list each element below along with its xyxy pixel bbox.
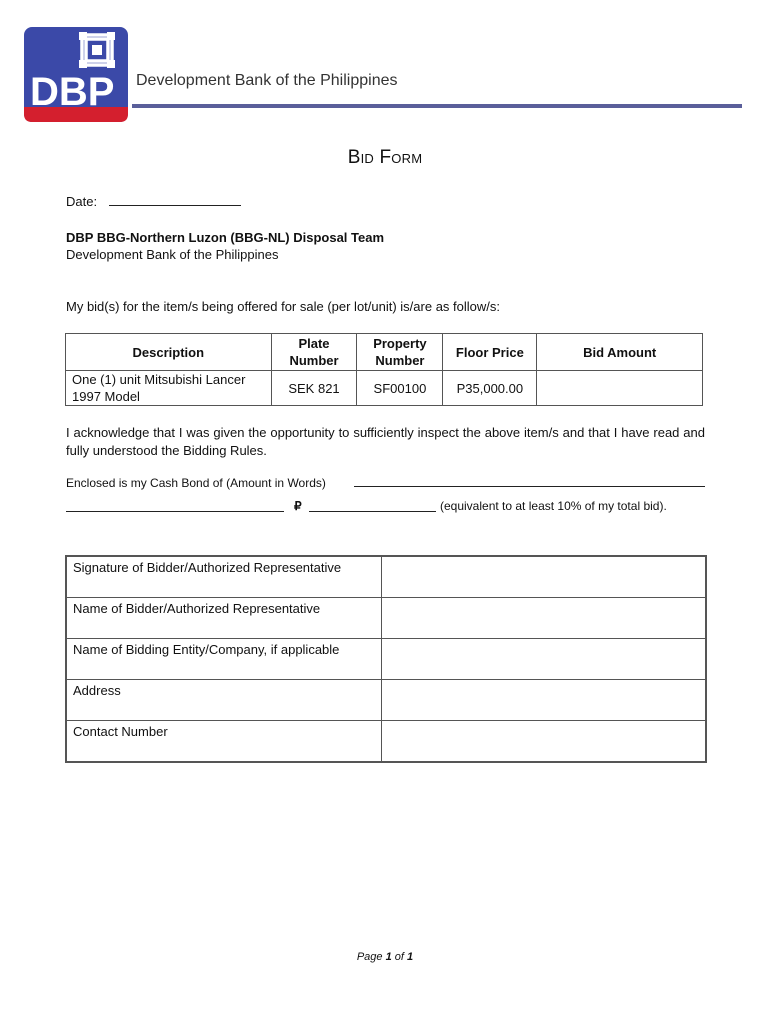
table-row [66,556,706,598]
signature-label: Signature of Bidder/Authorized Representative [66,556,382,598]
col-floor-price: Floor Price [443,334,537,371]
peso-sign: ₽ [294,499,302,513]
item-bid-amount-input[interactable] [537,371,703,406]
item-description: One (1) unit Mitsubishi Lancer 1997 Model [66,371,272,406]
entity-name-label: Name of Bidding Entity/Company, if applicable [66,639,382,680]
of-word: of [394,951,404,963]
dbp-logo [24,27,128,122]
table-row [66,598,706,639]
page-number: 1 [385,951,392,963]
signature-field[interactable] [382,556,707,598]
col-description: Description [66,334,272,371]
cash-bond-equivalent-note: (equivalent to at least 10% of my total bid). [440,499,667,513]
date-field [66,194,241,209]
intro-text: My bid(s) for the item/s being offered for sale (per lot/unit) is/are as follow/s: [66,299,500,314]
acknowledgement-text: I acknowledge that I was given the opportunity to sufficiently inspect the above item/s and that I have read and fully understood the Bidding Rules. [66,425,705,458]
table-row [66,371,703,406]
item-property: SF00100 [357,371,443,406]
entity-name-field[interactable] [382,639,707,680]
date-blank[interactable] [109,195,241,206]
item-plate: SEK 821 [271,371,357,406]
team-heading: DBP BBG-Northern Luzon (BBG-NL) Disposal Team [66,230,385,245]
team-subheading: Development Bank of the Philippines [66,247,279,262]
address-label: Address [66,680,382,721]
cash-bond-amount-blank[interactable] [309,511,436,512]
table-row [66,721,706,763]
svg-text:DBP: DBP [30,70,115,114]
bidder-name-field[interactable] [382,598,707,639]
contact-number-field[interactable] [382,721,707,763]
bank-name: Development Bank of the Philippines [136,72,398,89]
cash-bond-label: Enclosed is my Cash Bond of (Amount in Words) [66,476,326,490]
items-header-row [66,334,703,371]
page-footer [0,951,770,963]
cash-bond-words-blank[interactable] [354,486,705,487]
bidder-name-label: Name of Bidder/Authorized Representative [66,598,382,639]
form-title: Bid Form [347,147,423,168]
cash-bond-words-blank-2[interactable] [66,511,284,512]
col-plate-number: Plate Number [271,334,357,371]
contact-number-label: Contact Number [66,721,382,763]
page-total: 1 [407,951,414,963]
date-label: Date: [66,194,98,209]
bidder-info-table [65,555,707,763]
col-property-number: Property Number [357,334,443,371]
items-table [65,333,703,406]
page-word: Page [356,951,383,963]
address-field[interactable] [382,680,707,721]
col-bid-amount: Bid Amount [537,334,703,371]
item-floor-price: P35,000.00 [443,371,537,406]
table-row [66,639,706,680]
header-rule [132,104,742,108]
table-row [66,680,706,721]
